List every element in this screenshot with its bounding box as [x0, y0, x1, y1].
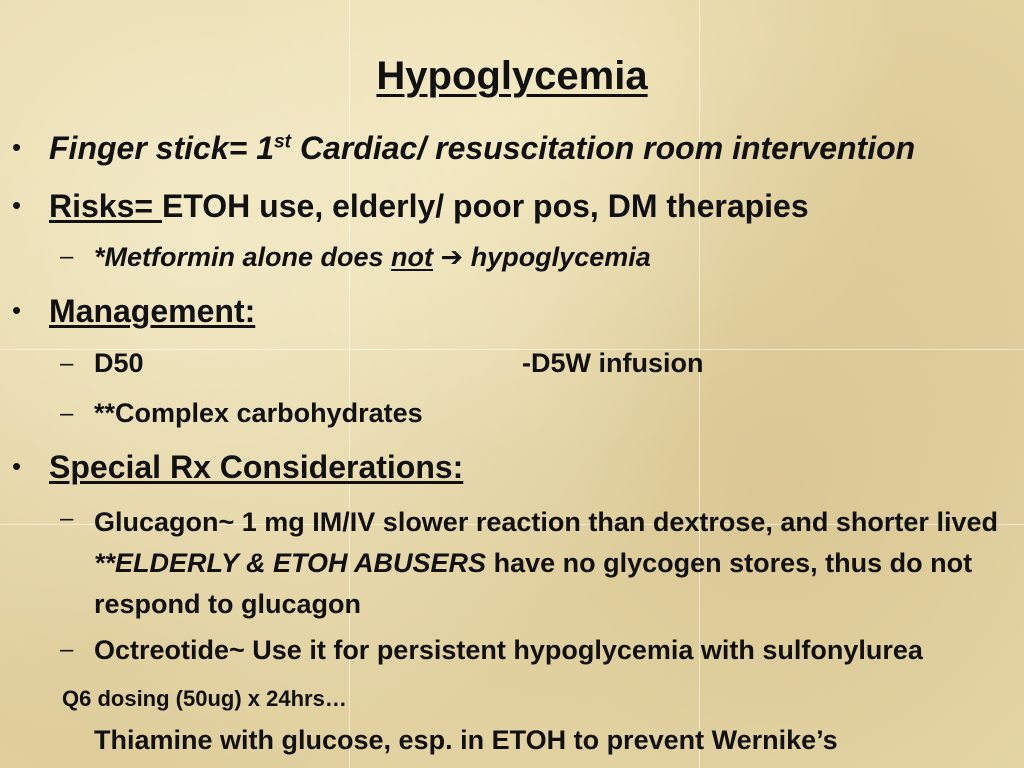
- dash-icon: –: [60, 505, 74, 532]
- glucagon-text: Glucagon~ 1 mg IM/IV slower reaction than dextrose, and shorter lived: [94, 507, 998, 537]
- metformin-text: *Metformin alone does: [94, 242, 392, 272]
- special-rx-label: Special Rx Considerations:: [49, 449, 464, 485]
- management-label: Management:: [49, 293, 256, 329]
- dash-icon: –: [60, 400, 74, 427]
- risks-label: Risks=: [49, 188, 162, 224]
- dash-icon: –: [60, 636, 74, 663]
- thiamine-note: Thiamine with glucose, esp. in ETOH to prevent Wernike’s: [94, 725, 838, 755]
- q6-dosing-note: Q6 dosing (50ug) x 24hrs…: [62, 686, 347, 711]
- sub-octreotide: Octreotide~ Use it for persistent hypoglycemia with sulfonylurea: [94, 635, 923, 665]
- sub-d50: D50: [94, 348, 144, 378]
- slide-title: Hypoglycemia: [376, 54, 648, 98]
- finger-stick-rest: Cardiac/ resuscitation room intervention: [291, 130, 916, 166]
- elderly-emphasis: **ELDERLY & ETOH ABUSERS: [94, 548, 487, 578]
- bullet-icon: •: [12, 295, 22, 325]
- finger-stick-text: Finger stick= 1: [49, 130, 274, 166]
- hypoglycemia-text: hypoglycemia: [470, 242, 651, 272]
- bullet-risks: [49, 188, 809, 225]
- ordinal-superscript: st: [273, 131, 292, 153]
- dash-icon: –: [60, 350, 74, 377]
- right-arrow-icon: ➔: [440, 242, 464, 272]
- bullet-icon: •: [12, 190, 22, 220]
- glucagon-rest: have no glycogen stores, thus do not respond to glucagon: [94, 548, 973, 619]
- bullet-icon: •: [12, 451, 22, 481]
- not-text: not: [391, 242, 434, 272]
- grid-line: [0, 349, 1024, 350]
- sub-metformin: [94, 242, 651, 273]
- sub-complex-carbs: **Complex carbohydrates: [94, 398, 423, 428]
- risks-text: ETOH use, elderly/ poor pos, DM therapies: [161, 188, 809, 224]
- bullet-icon: •: [12, 132, 22, 162]
- bullet-finger-stick: [49, 130, 915, 167]
- sub-d5w: -D5W infusion: [522, 348, 704, 378]
- sub-glucagon: [94, 502, 1014, 625]
- dash-icon: –: [60, 243, 74, 270]
